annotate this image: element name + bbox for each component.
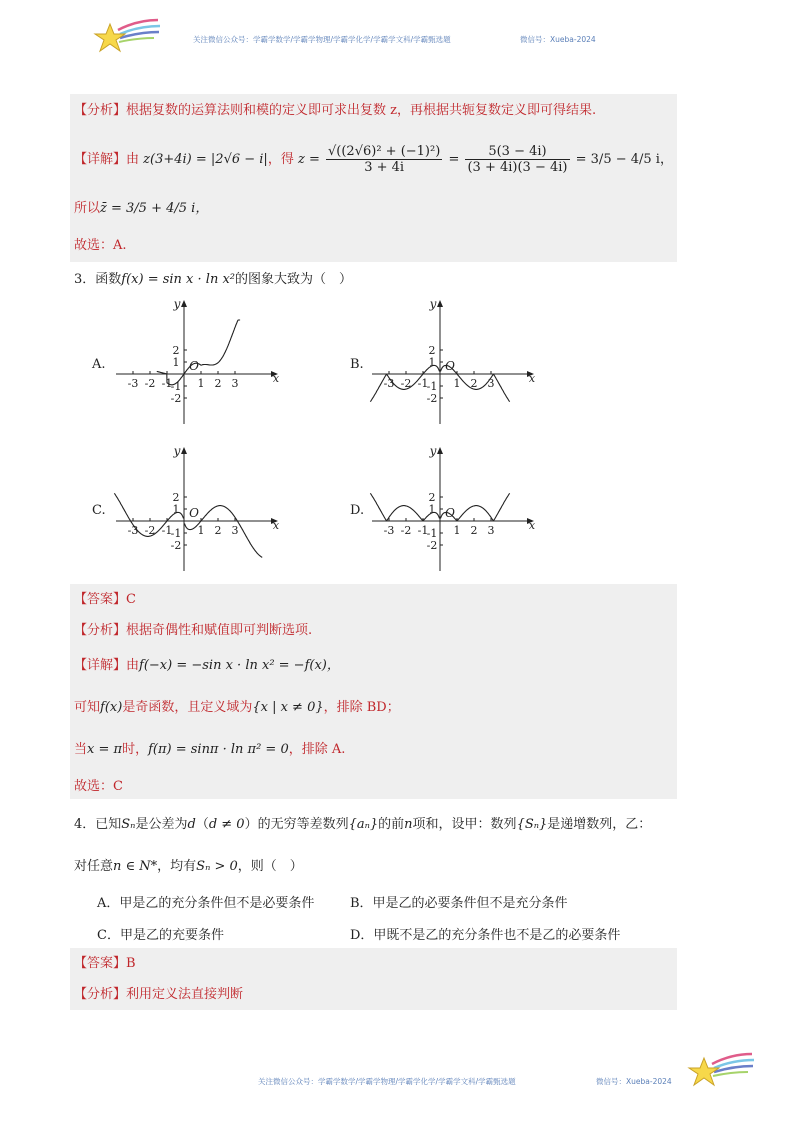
graph-option-c[interactable] — [112, 443, 282, 578]
q4-d: d — [187, 817, 196, 832]
line3-x: x = π — [87, 742, 123, 757]
origin-label: O — [189, 506, 199, 520]
y-axis-arrow — [181, 300, 187, 307]
q4-stem-line1 — [74, 813, 651, 832]
x-axis-label: x — [272, 519, 280, 532]
line3-b: 时， — [122, 742, 149, 757]
q4-text-c: （ — [195, 817, 209, 832]
origin-label: O — [189, 359, 199, 373]
x-tick-label: 2 — [470, 377, 478, 390]
line3-a: 当 — [74, 742, 88, 757]
q4-n-in-N: n ∈ N* — [113, 859, 158, 874]
x-tick-label: -3 — [383, 524, 395, 537]
y-tick-label: 2 — [172, 491, 180, 504]
graph-option-a[interactable] — [112, 296, 282, 431]
x-tick-label: -3 — [127, 377, 139, 390]
x-tick-label: -1 — [161, 524, 173, 537]
option-label-c[interactable]: C. — [92, 503, 106, 518]
q3-line2 — [74, 699, 400, 717]
origin-label: O — [445, 359, 455, 373]
y-axis-arrow — [437, 300, 443, 307]
footer-wechat-id: 微信号：Xueba-2024 — [596, 1077, 672, 1086]
x-tick-label: 1 — [453, 524, 461, 537]
detail-mid: ，得 — [267, 152, 294, 167]
y-tick-label: 2 — [172, 344, 180, 357]
x-tick-label: 3 — [231, 524, 239, 537]
q4-text-d: ）的无穷等差数列 — [244, 817, 349, 832]
y-tick-label: 1 — [428, 356, 436, 369]
x-tick-label: -1 — [417, 377, 429, 390]
y-tick-label: -2 — [170, 539, 182, 552]
q4-text-a: 4．已知 — [74, 817, 122, 832]
analysis-text: 根据复数的运算法则和模的定义即可求出复数 z，再根据共轭复数定义即可得结果. — [126, 103, 597, 118]
y-tick-label: -1 — [426, 527, 438, 540]
x-tick-label: -3 — [383, 377, 395, 390]
q4-text-h: 对任意 — [74, 859, 114, 874]
answer-tag: 【答案】 — [74, 592, 127, 607]
x-tick-label: 2 — [214, 377, 222, 390]
y-tick-label: 1 — [172, 356, 180, 369]
q2-choice: 故选：A. — [74, 238, 127, 253]
header-promo-text: 关注微信公众号：学霸学数学/学霸学物理/学霸学化学/学霸学文科/学霸甄选题 — [193, 35, 451, 44]
q3-stem-function: f(x) = sin x · ln x² — [121, 272, 235, 287]
line2-c: ，排除 BD； — [323, 700, 400, 715]
q4-text-f: 项和，设甲：数列 — [412, 817, 517, 832]
y-tick-label: 2 — [428, 491, 436, 504]
q4-sn-seq: {Sₙ} — [516, 817, 548, 832]
origin-label: O — [445, 506, 455, 520]
q4-option-a[interactable]: A．甲是乙的充分条件但不是必要条件 — [97, 896, 315, 911]
q4-option-c[interactable]: C．甲是乙的充要条件 — [97, 928, 224, 943]
answer-value: C — [126, 592, 136, 607]
y-axis-label: y — [173, 444, 181, 458]
graph-option-d[interactable] — [368, 443, 538, 578]
y-tick-label: 2 — [428, 344, 436, 357]
footer-promo-text: 关注微信公众号：学霸学数学/学霸学物理/学霸学化学/学霸学文科/学霸甄选题 — [258, 1077, 516, 1086]
analysis-text: 利用定义法直接判断 — [126, 987, 244, 1002]
q4-answer — [74, 955, 136, 973]
option-label-d[interactable]: D. — [350, 503, 365, 518]
option-label-b[interactable]: B. — [350, 357, 364, 372]
x-tick-label: 2 — [470, 524, 478, 537]
q4-sn: Sₙ — [121, 817, 136, 832]
q4-an: {aₙ} — [348, 817, 379, 832]
star-logo-icon — [686, 1050, 756, 1092]
fraction-2 — [465, 144, 569, 175]
q3-stem-suffix: 的图象大致为（ ） — [235, 272, 353, 287]
detail-result: = 3/5 − 4/5 i， — [575, 152, 673, 167]
header-wechat-id: 微信号：Xueba-2024 — [520, 35, 596, 44]
q3-detail — [74, 657, 340, 675]
detail-prefix: 由 — [126, 658, 140, 673]
fraction-1-denominator: 3 + 4i — [364, 160, 405, 175]
y-tick-label: -1 — [426, 380, 438, 393]
q4-analysis — [74, 986, 243, 1004]
line2-a: 可知 — [74, 700, 101, 715]
graph-option-b[interactable] — [368, 296, 538, 431]
analysis-tag: 【分析】 — [74, 103, 127, 118]
q4-option-d[interactable]: D．甲既不是乙的充分条件也不是乙的必要条件 — [350, 928, 621, 943]
option-label-a[interactable]: A. — [92, 357, 106, 372]
fraction-1-numerator: √((2√6)² + (−1)²) — [328, 144, 441, 159]
analysis-tag: 【分析】 — [74, 987, 127, 1002]
x-tick-label: 1 — [197, 524, 205, 537]
x-tick-label: -2 — [144, 377, 156, 390]
y-axis-label: y — [173, 297, 181, 311]
x-axis-label: x — [272, 372, 280, 385]
fraction-2-denominator: (3 + 4i)(3 − 4i) — [467, 160, 568, 175]
analysis-tag: 【分析】 — [74, 623, 127, 638]
q4-text-i: ，均有 — [157, 859, 197, 874]
q4-text-b: 是公差为 — [135, 817, 188, 832]
fraction-2-numerator: 5(3 − 4i) — [465, 144, 569, 160]
analysis-text: 根据奇偶性和赋值即可判断选项. — [126, 623, 313, 638]
x-tick-label: 1 — [197, 377, 205, 390]
x-tick-label: 2 — [214, 524, 222, 537]
x-axis-label: x — [528, 372, 536, 385]
line3-c: ，排除 A. — [288, 742, 346, 757]
answer-value: B — [126, 956, 136, 971]
detail-tag: 【详解】 — [74, 152, 127, 167]
y-tick-label: 1 — [428, 503, 436, 516]
q2-conjugate — [74, 200, 208, 218]
detail-equation-lhs: z = — [297, 152, 320, 167]
y-tick-label: -2 — [170, 392, 182, 405]
x-tick-label: -2 — [400, 377, 412, 390]
y-tick-label: -1 — [170, 380, 182, 393]
y-axis-arrow — [181, 447, 187, 454]
q3-solution-box — [70, 584, 677, 799]
line3-eq: f(π) = sinπ · ln π² = 0 — [148, 742, 289, 757]
q4-stem-line2 — [74, 855, 303, 874]
detail-tag: 【详解】 — [74, 658, 127, 673]
q4-text-e: 的前 — [378, 817, 405, 832]
q4-option-b[interactable]: B．甲是乙的必要条件但不是充分条件 — [350, 896, 568, 911]
fraction-1 — [326, 144, 442, 175]
y-axis-arrow — [437, 447, 443, 454]
x-axis-label: x — [528, 519, 536, 532]
x-tick-label: 1 — [453, 377, 461, 390]
y-tick-label: -2 — [426, 392, 438, 405]
star-logo-icon — [92, 16, 162, 58]
q4-text-j: ，则（ ） — [237, 859, 303, 874]
x-tick-label: 3 — [231, 377, 239, 390]
q2-detail: 【详解】由 z(3+4i) = |2√6 − i|，得 z = $\frac{\text{√((2√6)² + (−1)²)}}{3 + 4i}$ = $\frac{5(3 - 4i)}{(3 + 4i)(3 - 4i)}$ = 3/5 − 4/5 i， — [74, 144, 673, 175]
line2-fx: f(x) — [100, 700, 123, 715]
detail-prefix: 由 — [126, 152, 140, 167]
x-tick-label: -1 — [417, 524, 429, 537]
q3-choice: 故选：C — [74, 779, 123, 794]
q4-sn-positive: Sₙ > 0 — [196, 859, 238, 874]
x-tick-label: -2 — [144, 524, 156, 537]
detail-equation-1: z(3+4i) = |2√6 − i| — [143, 152, 268, 167]
q2-analysis — [74, 102, 596, 120]
q3-stem-prefix: 3．函数 — [74, 272, 122, 287]
conjugate-result: z̄ = 3/5 + 4/5 i， — [100, 201, 209, 216]
x-tick-label: -3 — [127, 524, 139, 537]
q3-stem — [74, 268, 352, 287]
so-text: 所以 — [74, 201, 101, 216]
y-axis-label: y — [429, 297, 437, 311]
y-tick-label: -1 — [170, 527, 182, 540]
line2-b: 是奇函数，且定义域为 — [122, 700, 253, 715]
y-tick-label: -2 — [426, 539, 438, 552]
q3-answer — [74, 591, 136, 609]
x-tick-label: 3 — [487, 377, 495, 390]
y-axis-label: y — [429, 444, 437, 458]
y-tick-label: 1 — [172, 503, 180, 516]
x-tick-label: -1 — [161, 377, 173, 390]
q4-text-g: 是递增数列，乙： — [547, 817, 652, 832]
detail-equation: f(−x) = −sin x · ln x² = −f(x)， — [139, 658, 340, 673]
answer-tag: 【答案】 — [74, 956, 127, 971]
line2-set: {x | x ≠ 0} — [252, 700, 324, 715]
x-tick-label: -2 — [400, 524, 412, 537]
q4-n: n — [404, 817, 413, 832]
x-tick-label: 3 — [487, 524, 495, 537]
q3-analysis — [74, 622, 312, 640]
q4-d-ne-0: d ≠ 0 — [208, 817, 245, 832]
q3-line3 — [74, 741, 345, 759]
